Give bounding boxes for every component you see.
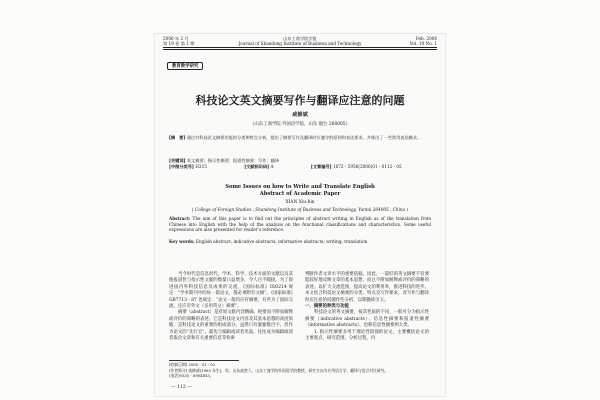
header-rule-thin xyxy=(163,49,437,50)
body-paragraph: 1. 指示性摘要多用于理论性较强的论文，主要概括论文的主要观点，研究范围，分析过程，内 xyxy=(305,329,429,342)
doc-value: A xyxy=(270,164,274,169)
footnote-received-date: [收稿日期] 2005 - 01 - 02 xyxy=(169,362,216,367)
author-affiliation-en: ( College of Foreign Studies , Shandong Institute of Business and Technology, Yantai 264005 , China ) xyxy=(191,207,409,212)
clc-label: [中图分类号] xyxy=(169,164,194,169)
abstract-en-label: Abstract: xyxy=(169,216,191,221)
abstract-en xyxy=(169,216,431,233)
article-title-cn: 科技论文英文摘要写作与翻译应注意的问题 xyxy=(195,94,405,107)
journal-date-volume-en xyxy=(410,36,437,46)
article-title-en-line1: Some Issues on how to Write and Translate English xyxy=(225,184,375,190)
page-number: — 112 — xyxy=(171,385,192,390)
journal-name-en: Journal of Shandong Institute of Business and Technology xyxy=(238,41,362,46)
doc-code xyxy=(244,164,291,169)
footnote-author-bio: [作者简介] 咸修斌(1965 年生)，男，山东高密人，山东工商学院外国语学院教授，研究方向为应用语言学、翻译与语言对比研究。 xyxy=(169,368,389,373)
journal-name-cn: 山东工商学院学报 xyxy=(283,36,317,41)
header-volume-en: Vol. 19 No. 1 xyxy=(409,41,437,46)
body-column-left xyxy=(169,272,293,342)
article-number-label: [文章编号] xyxy=(310,164,332,169)
keywords-cn-label: [关键词] xyxy=(169,158,186,163)
journal-page xyxy=(155,34,445,396)
clc-code xyxy=(169,164,225,169)
body-column-right xyxy=(305,272,429,342)
doc-label: [文献标识码] xyxy=(244,164,270,169)
abstract-cn xyxy=(169,135,431,141)
body-paragraph: 当今时代是信息时代，学术、科学、技术方面的文献以及其他报道性与指示性文献的数量日益增多，令人目不暇接。为了促进国内外科技信息及成果的交流，《国际标准》ISO214 规定：“学术期刊中的每一篇论文，都必须附有文摘”。《国家标准》GB7713 - 87 也规定：“论文一般均应有摘要，有些为了国际交流，还应有外文（多用英文）摘要”。 xyxy=(169,272,293,310)
header-rule xyxy=(163,47,437,48)
keywords-cn xyxy=(169,158,431,163)
body-paragraph: 科技论文的英文摘要，按其性质的不同，一般可分为指示性摘要（indicative abstracts）、信息性摘要和报道性摘要（informative abstracts）。也称信息性摘要两大类。 xyxy=(305,310,429,329)
abstract-en-text: The aim of this paper is to find out the principles of abstract writing in English as of the translation from Chinese into English with the help of the analysis on the functional classifications and characteristics. Some useful expressions are also presented for reader's reference. xyxy=(169,216,431,233)
article-number-value: 1672 - 5956(2006)01 - 0112 - 05 xyxy=(332,164,402,169)
author-name-en: XIAN Xiu-bin xyxy=(285,200,315,205)
keywords-en-label: Key words: xyxy=(169,239,195,244)
article-number xyxy=(311,164,420,169)
body-paragraph: 判断作者文章水平的重要依据。因此，一篇好的英文摘要不仅要能较好地反映文章的基本思想，而且不附加解释或评价的简略的表述。以扩大交流范围，提高论文的利用率，推进科技的进步。本文结合科技论文摘要的分类、特点及写作要求，对写作与翻译时应注意的问题作些分析，以期抛砖引玉。 xyxy=(305,272,429,303)
journal-name xyxy=(155,36,445,46)
article-title-en-line2: Abstract of Academic Paper xyxy=(259,191,341,197)
section-heading: 一、摘要的种类与功能 xyxy=(305,304,349,310)
section-tag: 教育教学研究 xyxy=(167,62,203,70)
footnote-phone: (电话)0535 - 6904853。 xyxy=(169,373,214,378)
keywords-en-text: English abstract; indicative abstracts; informative abstracts; writing; translation xyxy=(195,239,368,244)
classification-row xyxy=(169,164,431,169)
abstract-cn-label: [摘 要] xyxy=(169,135,186,140)
author-affiliation-cn: （山东工商学院 外国语学院，山东 烟台 264005） xyxy=(250,122,350,127)
abstract-cn-text: 通过对科技论文摘要功能的分类和特点分析，提出了摘要写作及翻译时应遵守的原则和表达要求，并推出了一些常用表达模式。 xyxy=(186,135,422,140)
article-title-en xyxy=(155,184,445,198)
header-volume-cn: 第 19 卷 第 1 期 xyxy=(163,41,195,46)
body-paragraph: 摘要（abstract）是对原文献内容精确、扼要而不附加解释或评价的简略的表述。它是科技论文内容及其基本思想的高度浓缩，是科技论文的重要的组成部分。虽然只有寥寥数百字，但作为论文的“先行官”，最先与编辑或读者见面，往往成为编辑或读者取舍文章和有关重要信息等检索 xyxy=(169,310,293,342)
header-date-cn: 2006 年 2 月 xyxy=(163,36,189,41)
header-date-en: Feb. 2006 xyxy=(415,36,437,41)
author-name-cn: 咸修斌 xyxy=(292,112,308,118)
keywords-cn-text: 英文摘要；指示性摘要；报道性摘要；写作；翻译 xyxy=(186,158,280,163)
footnote-rule xyxy=(169,360,239,361)
clc-value: H315 xyxy=(195,164,207,169)
keywords-en xyxy=(169,239,431,244)
